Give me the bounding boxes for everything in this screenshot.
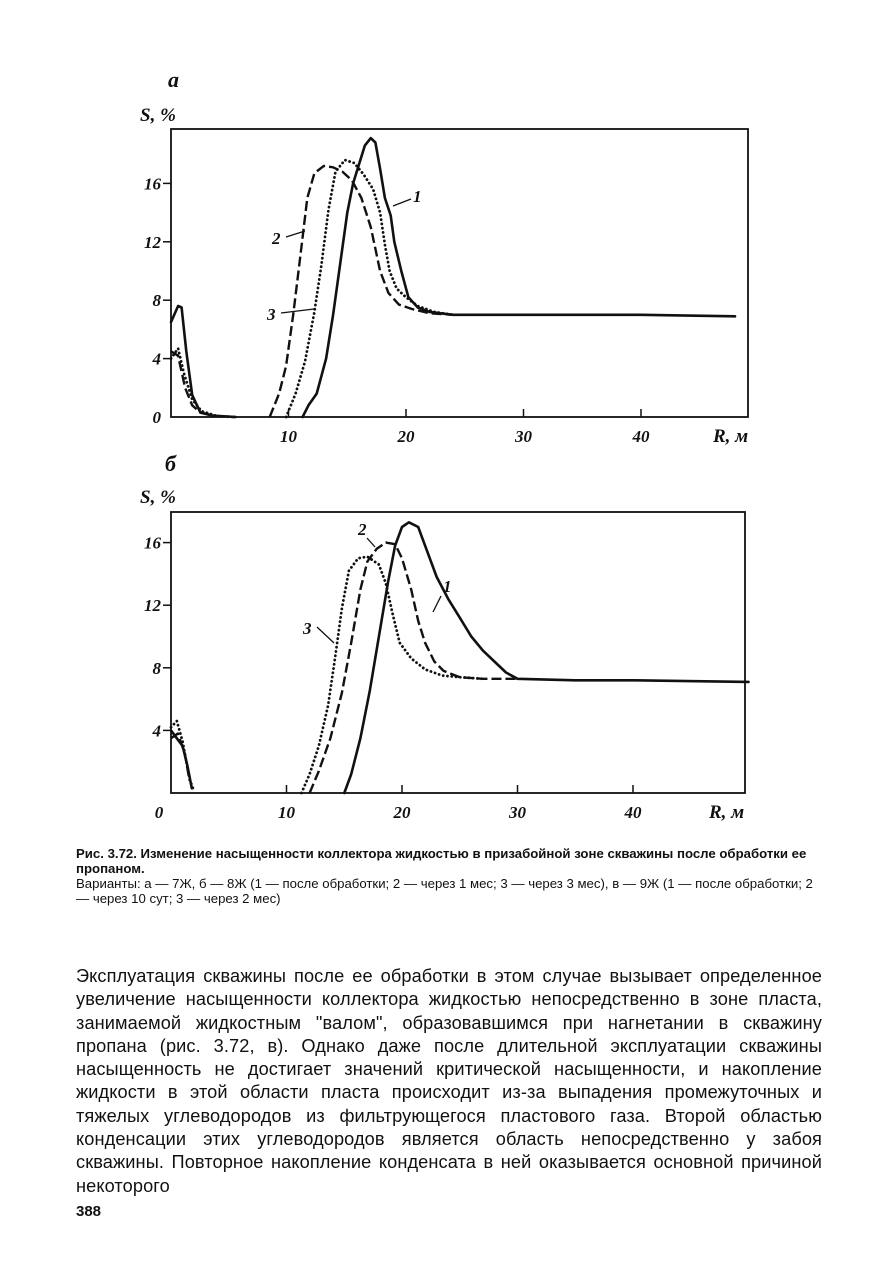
panel-a-ticks	[144, 174, 650, 446]
panel-a-ytick-label: 12	[144, 232, 161, 252]
panel-b-letter: б	[165, 451, 176, 476]
panel-b-xtick-label: 20	[393, 803, 411, 822]
panel-a-ytick-label: 16	[144, 174, 161, 194]
panel-b-leader-1	[433, 596, 441, 612]
panel-a-leader-3	[281, 309, 314, 313]
body-paragraph: Эксплуатация скважины после ее обработки в этом случае вызывает определенное увеличение насыщенности коллектора жидкостью непосредственно в зоне пласта, занимаемой жидкостным "валом", образовавшимся при нагнетании в скважину пропана (рис. 3.72, в). Однако даже после длительной эксплуатации скважины насыщенность не достигает значений критической насыщенности, и накопление жидкости в этой области пласта происходит из-за выпадения промежуточных и тяжелых углеводородов из фильтрующегося пластового газа. Второй областью конденсации этих углеводородов является область непосредственно у забоя скважины. Повторное накопление конденсата в ней оказывается основной причиной некоторого	[76, 966, 822, 1196]
panel-b-ticks	[144, 534, 642, 822]
panel-b-leader-3	[317, 627, 334, 643]
panel-b-xtick-label: 0	[154, 803, 164, 822]
caption-text: Варианты: а — 7Ж, б — 8Ж (1 — после обработки; 2 — через 1 мес; 3 — через 3 мес), в — 9Ж (1 — после обработки; 2 — через 10 сут; 3 — через 2 мес)	[76, 876, 813, 906]
panel-a-curve-label-1: 1	[413, 187, 422, 206]
panel-b-leader-2	[367, 538, 375, 547]
figure-caption	[76, 846, 821, 906]
panel-b-curve-label-3: 3	[303, 619, 312, 638]
panel-b-xtick-label: 10	[278, 803, 295, 822]
panel-a-ytick-label: 4	[152, 349, 161, 369]
panel-b-curve-label-1: 1	[443, 577, 452, 596]
panel-a-curve-label-3: 3	[267, 305, 276, 324]
panel-b-xlabel: R, м	[709, 802, 745, 823]
panel-a-series-3-main	[286, 160, 453, 417]
panel-a-series-2-main	[270, 166, 453, 417]
panel-b-ytick-label: 8	[152, 658, 161, 678]
panel-b-ytick-label: 4	[152, 721, 161, 741]
panel-a-curves	[171, 138, 735, 417]
panel-a-leader-1	[393, 199, 411, 206]
panel-a-xtick-label: 40	[632, 427, 650, 446]
panel-a-frame	[171, 129, 748, 417]
panel-b-ytick-label: 16	[144, 533, 161, 553]
panel-a-series-3-near-well	[171, 348, 236, 417]
panel-b-ytick-label: 12	[144, 596, 161, 616]
panel-b-xtick-label: 40	[624, 803, 642, 822]
panel-b-curve-label-2: 2	[358, 520, 367, 539]
caption-title: Рис. 3.72. Изменение насыщенности коллектора жидкостью в призабойной зоне скважины после обработки ее пропаном.	[76, 846, 807, 876]
panel-b-series-3-near-well	[171, 721, 194, 791]
page-number: 388	[76, 1203, 102, 1220]
panel-b-series-2-near-well	[171, 734, 190, 781]
panel-a-letter: а	[168, 67, 179, 92]
panel-b-ylabel: S, %	[140, 487, 176, 508]
panel-a-xlabel: R, м	[713, 426, 749, 447]
panel-a-xtick-label: 10	[280, 427, 297, 446]
panel-b-series-2-main	[310, 543, 518, 793]
panel-a-ytick-label: 8	[152, 291, 161, 311]
panel-b-series-1-main	[344, 522, 748, 793]
panel-a-ylabel: S, %	[140, 105, 176, 126]
panel-a-xtick-label: 20	[397, 427, 415, 446]
panel-a-curve-label-2: 2	[272, 229, 281, 248]
panel-b-curves	[171, 522, 749, 793]
panel-a-xtick-label: 30	[515, 427, 532, 446]
panel-b-frame	[171, 512, 745, 793]
panel-b-xtick-label: 30	[509, 803, 526, 822]
panel-a-ytick-label: 0	[152, 408, 161, 427]
